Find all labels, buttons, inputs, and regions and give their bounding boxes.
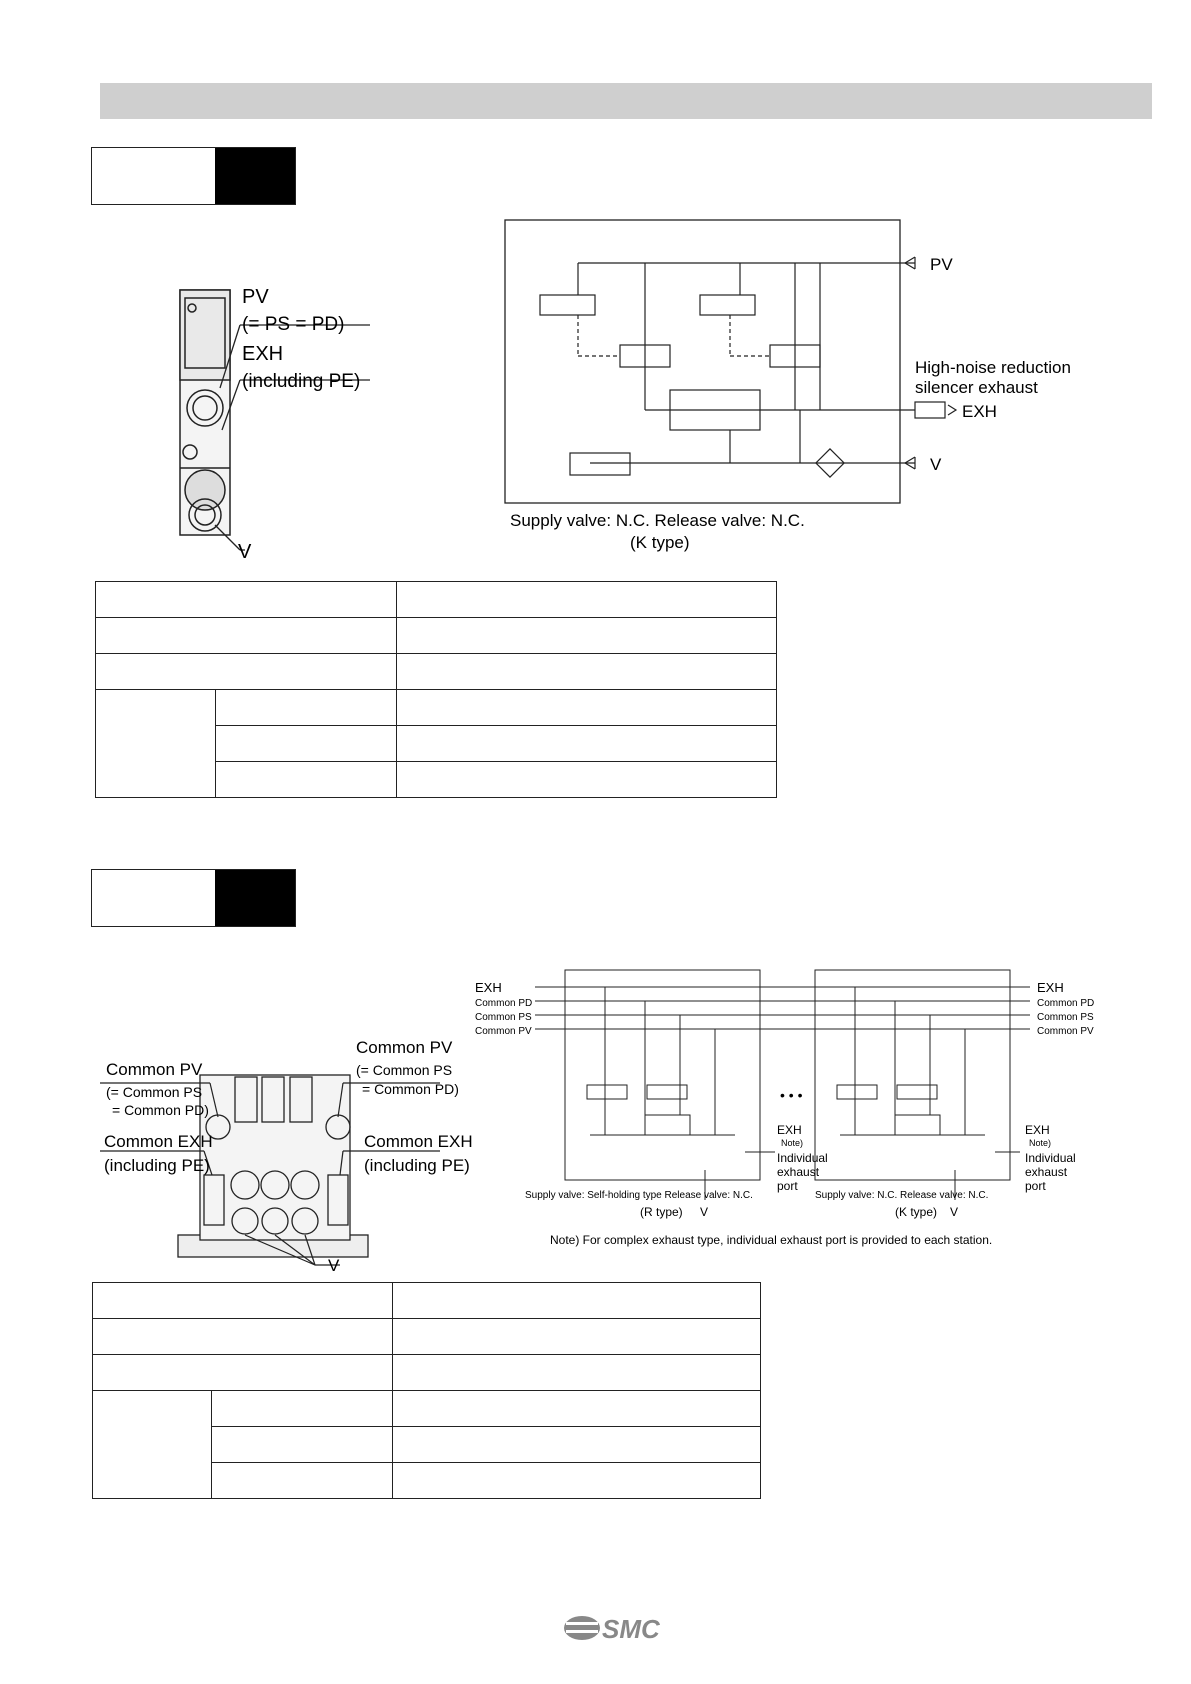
left-common-ps-label: Common PS [475, 1012, 532, 1023]
common-pv-left-label: Common PV [106, 1060, 203, 1079]
silencer-label-line1: High-noise reduction [915, 358, 1071, 377]
single-valve-circuit [490, 215, 1130, 560]
table-row [93, 1391, 761, 1427]
station-dots: • • • [780, 1087, 803, 1103]
circuit-caption: Supply valve: N.C. Release valve: N.C. [510, 511, 805, 530]
table-row [93, 1283, 761, 1319]
k-v-label: V [950, 1205, 959, 1219]
circuit-v-label: V [930, 455, 942, 474]
right-common-ps-label: Common PS [1037, 1012, 1094, 1023]
header-bar [100, 83, 1152, 119]
pv-equivalence-label: (= PS = PD) [242, 314, 345, 335]
k-note-tag: Note) [1029, 1138, 1052, 1148]
r-port-label: port [777, 1179, 798, 1193]
manifold-illustration [100, 1035, 480, 1275]
spec-table-1 [95, 581, 777, 798]
table-row [96, 618, 777, 654]
common-exh-right-sub: (including PE) [364, 1156, 470, 1175]
r-type-label: (R type) [640, 1205, 683, 1219]
r-exhaust-label: exhaust [777, 1165, 820, 1179]
k-exhaust-label: exhaust [1025, 1165, 1068, 1179]
section-tab-1 [91, 147, 296, 205]
table-row [96, 654, 777, 690]
k-caption: Supply valve: N.C. Release valve: N.C. [815, 1190, 989, 1201]
silencer-label-line2: silencer exhaust [915, 378, 1038, 397]
k-exh-label: EXH [1025, 1123, 1050, 1137]
smc-logo [560, 1608, 670, 1648]
section-tab-2 [91, 869, 296, 927]
common-exh-right-label: Common EXH [364, 1132, 473, 1151]
common-pv-left-sub1: (= Common PS [106, 1084, 203, 1100]
manifold-v-label: V [328, 1256, 340, 1275]
r-v-label: V [700, 1205, 709, 1219]
logo-text: SMC [602, 1614, 660, 1644]
exh-sub-label: (including PE) [242, 371, 361, 392]
pv-label: PV [242, 286, 269, 308]
table-row [93, 1355, 761, 1391]
common-pv-left-sub2: = Common PD) [112, 1102, 209, 1118]
section-tab-marker [215, 148, 295, 204]
table-row [93, 1319, 761, 1355]
common-exh-left-sub: (including PE) [104, 1156, 210, 1175]
manifold-circuit [475, 955, 1140, 1255]
r-note-tag: Note) [781, 1138, 804, 1148]
single-valve-illustration [160, 280, 390, 565]
left-exh-label: EXH [475, 980, 502, 995]
circuit-pv-label: PV [930, 255, 953, 274]
spec-table-2 [92, 1282, 761, 1499]
common-pv-right-label: Common PV [356, 1038, 453, 1057]
section-tab-marker [215, 870, 295, 926]
left-common-pd-label: Common PD [475, 998, 533, 1009]
k-port-label: port [1025, 1179, 1046, 1193]
exh-label: EXH [242, 343, 284, 365]
k-individual-label: Individual [1025, 1151, 1076, 1165]
left-common-pv-label: Common PV [475, 1026, 532, 1037]
common-pv-right-sub1: (= Common PS [356, 1062, 453, 1078]
right-common-pd-label: Common PD [1037, 998, 1095, 1009]
right-exh-label: EXH [1037, 980, 1064, 995]
common-pv-right-sub2: = Common PD) [362, 1081, 459, 1097]
right-common-pv-label: Common PV [1037, 1026, 1094, 1037]
table-row [96, 582, 777, 618]
table-row [96, 690, 777, 726]
k-type-label: (K type) [895, 1205, 938, 1219]
circuit-exh-label: EXH [962, 402, 997, 421]
circuit-type-caption: (K type) [630, 533, 690, 552]
common-exh-left-label: Common EXH [104, 1132, 213, 1151]
complex-exhaust-note: Note) For complex exhaust type, individual exhaust port is provided to each station. [550, 1233, 993, 1247]
r-exh-label: EXH [777, 1123, 802, 1137]
r-caption: Supply valve: Self-holding type Release valve: N.C. [525, 1190, 753, 1201]
v-label: V [238, 541, 252, 563]
r-individual-label: Individual [777, 1151, 828, 1165]
